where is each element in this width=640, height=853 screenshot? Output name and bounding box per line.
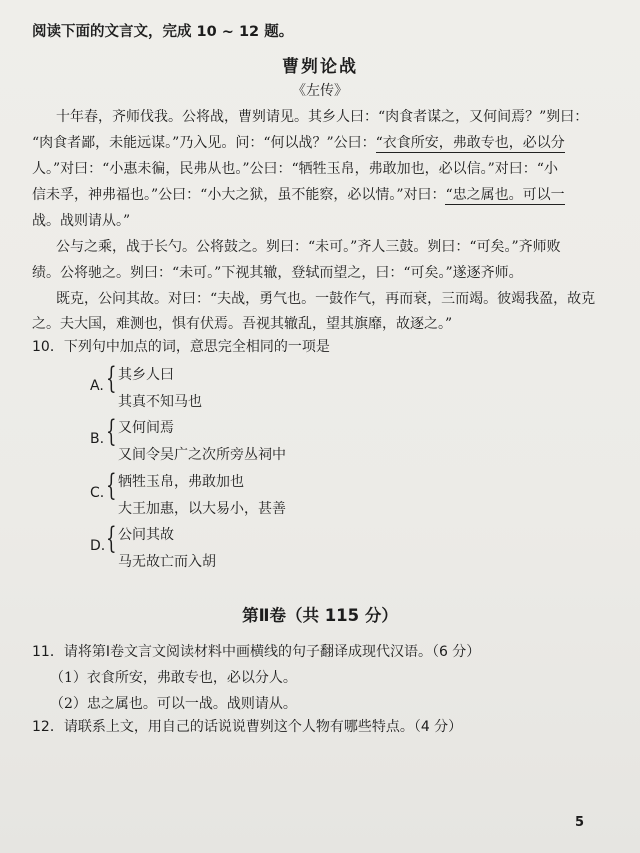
- passage-source: 《左传》: [292, 83, 348, 99]
- passage-line: 公与之乘，战于长勺。公将鼓之。刿曰：“未可。”齐人三鼓。刿曰：“可矣。”齐师败: [56, 239, 561, 255]
- question-11-item-1: （1）衣食所安，弗敢专也，必以分人。: [50, 670, 297, 686]
- underlined-sentence: “忠之属也。可以一: [445, 187, 565, 203]
- option-a-first: 其乡人曰: [118, 367, 174, 383]
- question-11-item-2: （2）忠之属也。可以一战。战则请从。: [50, 696, 297, 712]
- passage-line: 战。战则请从。”: [32, 213, 131, 229]
- passage-line: 十年春，齐师伐我。公将战，曹刿请见。其乡人曰：“肉食者谋之，又何间焉？”刿曰：: [56, 109, 589, 125]
- option-c-second: 大王加惠，以大易小，甚善: [118, 501, 286, 517]
- page-number: 5: [575, 815, 585, 830]
- option-a-letter: A.: [90, 378, 104, 394]
- brace-icon: {: [106, 414, 117, 449]
- reading-instruction: 阅读下面的文言文，完成 10 ~ 12 题。: [32, 24, 294, 40]
- brace-icon: {: [106, 521, 117, 556]
- option-c-first: 牺牲玉帛，弗敢加也: [118, 474, 244, 490]
- question-12-stem: 12．请联系上文，用自己的话说说曹刿这个人物有哪些特点。（4 分）: [32, 719, 463, 735]
- option-b-second: 又间令吴广之次所旁丛祠中: [118, 447, 286, 463]
- option-b-letter: B.: [90, 431, 105, 447]
- passage-title: 曹刿论战: [282, 57, 358, 77]
- option-b-first: 又何间焉: [118, 420, 174, 436]
- section-2-heading: 第Ⅱ卷（共 115 分）: [242, 606, 398, 625]
- question-10-stem: 10．下列句中加点的词，意思完全相同的一项是: [32, 339, 330, 355]
- option-d-first: 公问其故: [118, 527, 174, 543]
- passage-line: 之。夫大国，难测也，惧有伏焉。吾视其辙乱，望其旗靡，故逐之。”: [32, 316, 453, 332]
- passage-line: [32, 184, 565, 204]
- passage-text: 信未孚，神弗福也。”公曰：“小大之狱，虽不能察，必以情。”对曰：: [32, 187, 446, 203]
- underlined-sentence: “衣食所安，弗敢专也，必以分: [375, 135, 565, 151]
- option-d-letter: D.: [90, 538, 106, 554]
- brace-icon: {: [106, 468, 117, 503]
- passage-line: 人。”对曰：“小惠未徧，民弗从也。”公曰：“牺牲玉帛，弗敢加也，必以信。”对曰：“小: [32, 161, 558, 177]
- passage-line: 既克，公问其故。对曰：“夫战，勇气也。一鼓作气，再而衰，三而竭。彼竭我盈，故克: [56, 291, 596, 307]
- passage-line: [32, 132, 565, 152]
- option-a-second: 其真不知马也: [118, 394, 202, 410]
- option-c-letter: C.: [90, 485, 105, 501]
- brace-icon: {: [106, 361, 117, 396]
- question-11-stem: 11．请将第Ⅰ卷文言文阅读材料中画横线的句子翻译成现代汉语。（6 分）: [32, 644, 481, 660]
- option-d-second: 马无故亡而入胡: [118, 554, 216, 570]
- passage-line: 绩。公将驰之。刿曰：“未可。”下视其辙，登轼而望之，曰：“可矣。”遂逐齐师。: [32, 265, 523, 281]
- passage-text: “肉食者鄙，未能远谋。”乃入见。问：“何以战？”公曰：: [32, 135, 376, 151]
